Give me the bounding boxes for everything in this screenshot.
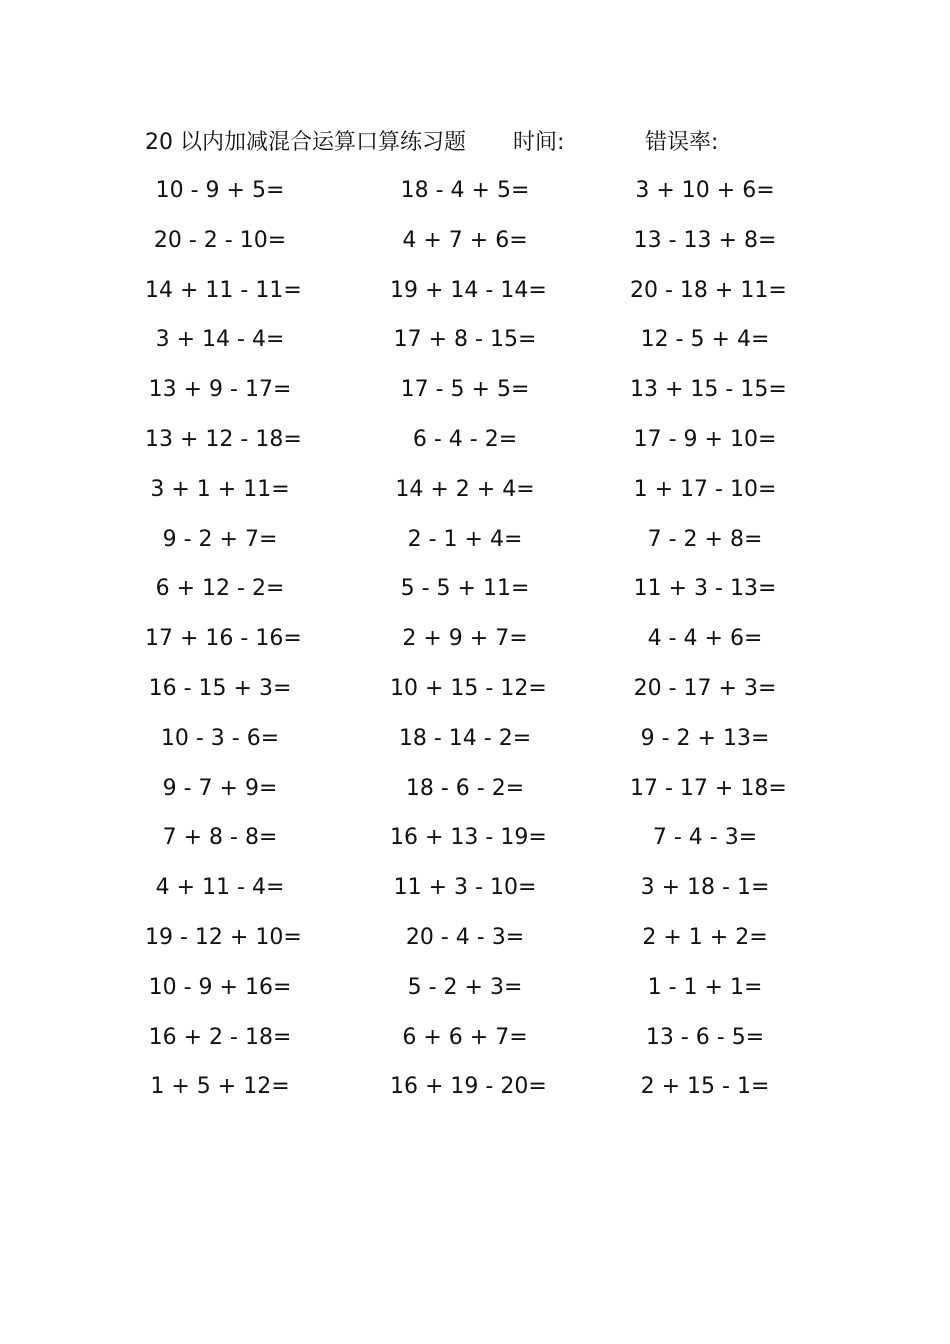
problem: 10 - 3 - 6= bbox=[160, 725, 280, 751]
problem: 9 - 2 + 7= bbox=[162, 526, 278, 552]
problem: 11 + 3 - 10= bbox=[393, 875, 537, 901]
problem: 7 - 4 - 3= bbox=[652, 825, 758, 851]
problem: 6 + 12 - 2= bbox=[155, 576, 285, 602]
problem: 19 + 14 - 14= bbox=[390, 277, 547, 303]
problem: 17 + 16 - 16= bbox=[145, 626, 302, 652]
problem: 6 - 4 - 2= bbox=[412, 426, 518, 452]
problem: 4 + 7 + 6= bbox=[402, 227, 528, 253]
problem: 13 - 13 + 8= bbox=[633, 227, 777, 253]
problem: 7 + 8 - 8= bbox=[162, 825, 278, 851]
problem: 19 - 12 + 10= bbox=[145, 924, 302, 950]
time-label: 时间: bbox=[513, 130, 565, 155]
problem: 20 - 2 - 10= bbox=[153, 227, 287, 253]
problem: 1 - 1 + 1= bbox=[647, 974, 763, 1000]
problem: 1 + 5 + 12= bbox=[150, 1074, 290, 1100]
problem: 18 - 6 - 2= bbox=[405, 775, 525, 801]
problem: 18 - 14 - 2= bbox=[398, 725, 532, 751]
problem: 10 - 9 + 5= bbox=[155, 178, 285, 203]
problem: 16 - 15 + 3= bbox=[148, 675, 292, 701]
problem: 16 + 13 - 19= bbox=[390, 825, 547, 851]
problem: 3 + 18 - 1= bbox=[640, 875, 770, 901]
problem: 11 + 3 - 13= bbox=[633, 576, 777, 602]
problem: 9 - 2 + 13= bbox=[640, 725, 770, 751]
problem: 12 - 5 + 4= bbox=[640, 327, 770, 353]
worksheet-title: 20 以内加减混合运算口算练习题 bbox=[145, 130, 466, 155]
problem: 17 - 9 + 10= bbox=[633, 426, 777, 452]
worksheet-header bbox=[0, 127, 950, 159]
problem: 14 + 11 - 11= bbox=[145, 277, 302, 303]
problem: 17 + 8 - 15= bbox=[393, 327, 537, 353]
problem: 3 + 14 - 4= bbox=[155, 327, 285, 353]
problem: 16 + 2 - 18= bbox=[148, 1024, 292, 1050]
problem: 3 + 10 + 6= bbox=[635, 178, 775, 203]
problem: 2 + 1 + 2= bbox=[642, 924, 768, 950]
problem: 20 - 18 + 11= bbox=[630, 277, 787, 303]
problem: 1 + 17 - 10= bbox=[633, 476, 777, 502]
problem-grid bbox=[0, 175, 950, 1121]
problem: 7 - 2 + 8= bbox=[647, 526, 763, 552]
problem: 13 - 6 - 5= bbox=[645, 1024, 765, 1050]
problem: 2 + 9 + 7= bbox=[402, 626, 528, 652]
problem: 4 + 11 - 4= bbox=[155, 875, 285, 901]
problem: 5 - 2 + 3= bbox=[407, 974, 523, 1000]
problem: 18 - 4 + 5= bbox=[400, 178, 530, 203]
problem: 5 - 5 + 11= bbox=[400, 576, 530, 602]
problem: 14 + 2 + 4= bbox=[395, 476, 535, 502]
problem: 17 - 17 + 18= bbox=[630, 775, 787, 801]
problem: 20 - 4 - 3= bbox=[405, 924, 525, 950]
problem: 4 - 4 + 6= bbox=[647, 626, 763, 652]
problem: 17 - 5 + 5= bbox=[400, 377, 530, 403]
problem: 10 - 9 + 16= bbox=[148, 974, 292, 1000]
problem: 16 + 19 - 20= bbox=[390, 1074, 547, 1100]
problem: 2 + 15 - 1= bbox=[640, 1074, 770, 1100]
problem: 13 + 12 - 18= bbox=[145, 426, 302, 452]
problem: 6 + 6 + 7= bbox=[402, 1024, 528, 1050]
problem: 13 + 9 - 17= bbox=[148, 377, 292, 403]
problem: 9 - 7 + 9= bbox=[162, 775, 278, 801]
problem: 13 + 15 - 15= bbox=[630, 377, 787, 403]
problem: 10 + 15 - 12= bbox=[390, 675, 547, 701]
problem: 3 + 1 + 11= bbox=[150, 476, 290, 502]
problem: 20 - 17 + 3= bbox=[633, 675, 777, 701]
error-rate-label: 错误率: bbox=[645, 130, 719, 155]
problem: 2 - 1 + 4= bbox=[407, 526, 523, 552]
